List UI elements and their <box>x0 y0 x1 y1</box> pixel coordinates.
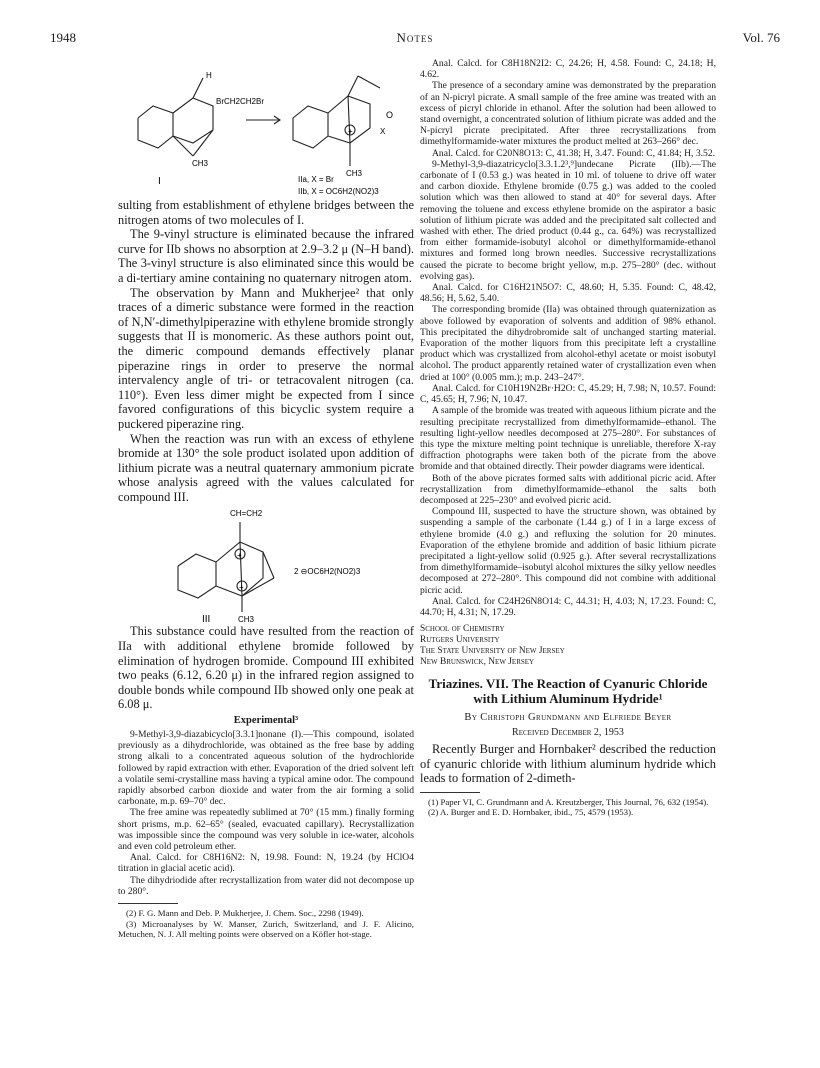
paragraph: The presence of a secondary amine was demonstrated by the preparation of an N-picryl picrate. A small sample of the free amine was treated with an excess of picryl chloride in ethanol. After the solution had been allowed to stand overnight, a concentrated solution of lithium picrate was added and the N-picryl picrate precipitated. After three recrystallizations from dimethylformamide-water mixtures the product melted at 263–266° dec. <box>420 80 716 148</box>
paragraph: A sample of the bromide was treated with aqueous lithium picrate and the resulting precipitate recrystallized from dimethylformamide–ethanol. The resulting light-yellow needles decomposed at 275–280°. For substances of this type the mixture melting point technique is unreliable, therefore X-ray diffraction photographs were taken both of the picrate from the above bromide and that obtained directly. Their powder diagrams were identical. <box>420 405 716 473</box>
section-heading: Experimental³ <box>233 715 299 727</box>
page-number: 1948 <box>50 30 76 45</box>
affiliation <box>420 624 716 668</box>
footnote: (3) Microanalyses by W. Manser, Zurich, Switzerland, and J. F. Alicino, Metuchen, N. J. All melting points were observed on a Köfler hot-stage. <box>118 918 414 940</box>
paragraph: The observation by Mann and Mukherjee² that only traces of a dimeric substance were formed in the reaction of N,N′-dimethylpiperazine with ethylene bromide strongly suggests that II is monomeric. As these authors point out, the dimeric compound demands effectively planar piperazine rings in order to preserve the normal intervalency angle of tri- or tetracovalent nitrogen (ca. 110°). Even less dimer might be expected from I since favored configurations of this bicyclic system require a puckered piperazine ring. <box>118 285 414 431</box>
figure-structures-I-II <box>118 58 414 198</box>
paragraph: Anal. Calcd. for C10H19N2Br·H2O: C, 45.29; H, 7.98; N, 10.57. Found: C, 45.65; H, 7.96; N, 10.47. <box>420 382 716 406</box>
paragraph: The dihydriodide after recrystallization from water did not decompose up to 280°. <box>118 874 414 897</box>
footnote: (2) A. Burger and E. D. Hornbaker, ibid., 75, 4579 (1953). <box>428 807 634 818</box>
paragraph: The corresponding bromide (IIa) was obtained through quaternization as above followed by evaporation of solvents and addition of 98% ethanol. This precipitated the dihydrobromide salt of unchanged starting material. Evaporation of the mother liquors from this precipitate left a crystalline product which was crystallized from alcohol-ethyl acetate or moist isobutyl alcohol. The product apparently retained water of crystallization even when dried at 100° (0.005 mm.); m.p. 243–247°. <box>420 304 716 383</box>
affiliation-line: School of Chemistry <box>420 624 505 635</box>
footnotes <box>118 908 414 940</box>
paragraph: 9-Methyl-3,9-diazatricyclo[3.3.1.2³,⁹]undecane Picrate (IIb).—The carbonate of I (0.53 g.) was heated in 10 ml. of toluene to drive off water and carbon dioxide. Ethylene bromide (0.75 g.) was added to the cooled solution which was then allowed to stand at 40° for several days. After removing the toluene and excess ethylene bromide on the aspirator a basic solution of lithium picrate was added and the precipitated salt collected and washed with ether. The dried product (0.44 g., ca. 64%) was recrystallized from either formamide-isobutyl alcohol or dimethylformamide-ethanol mixtures and formed long brown needles. Successive recrystallizations caused the picrate to become bright yellow, m.p. 275–280° (dec. without evolving gas). <box>420 158 716 282</box>
received-date: Received December 2, 1953 <box>512 727 624 739</box>
footnote-rule <box>118 903 178 904</box>
paragraph: The 9-vinyl structure is eliminated because the infrared curve for IIb shows no absorption at 2.9–3.2 μ (N–H band). The 3-vinyl structure is also eliminated since this would be a di-tertiary amine containing no quaternary nitrogen atom. <box>118 227 414 285</box>
structure-diagram-1 <box>118 58 414 198</box>
figure-structure-III <box>118 504 414 624</box>
footnote: (2) F. G. Mann and Deb. P. Mukherjee, J. Chem. Soc., 2298 (1949). <box>126 908 364 919</box>
paragraph: 9-Methyl-3,9-diazabicyclo[3.3.1]nonane (I).—This compound, isolated previously as a dihydrochloride, was obtained as the free base by adding strong alkali to a concentrated aqueous solution of the hydrochloride followed by rapid extraction with ether. Evaporation of the dried solvent left a volatile semi-crystalline mass having a typical amine odor. The compound rapidly absorbed carbon dioxide and water from the air forming a solid carbonate, m.p. 69–70° dec. <box>118 729 414 808</box>
affiliation-line: New Brunswick, New Jersey <box>420 657 535 668</box>
page-header <box>50 30 780 48</box>
footnote: (1) Paper VI, C. Grundmann and A. Kreutzberger, This Journal, 76, 632 (1954). <box>428 796 709 807</box>
paragraph: Anal. Calcd. for C16H21N5O7: C, 48.60; H, 5.35. Found: C, 48.42, 48.56; H, 5.62, 5.40. <box>420 282 716 305</box>
paragraph: Recently Burger and Hornbaker² described the reduction of cyanuric chloride with lithium aluminum hydride which leads to formation of 2-dimeth- <box>420 742 716 786</box>
ch3-label-a: CH3 <box>192 159 209 168</box>
left-column <box>118 58 414 940</box>
paragraph: When the reaction was run with an excess of ethylene bromide at 130° the sole product isolated upon addition of lithium picrate was a neutral quaternary ammonium picrate whose analysis agreed with the values calculated for compound III. <box>118 431 414 504</box>
label-IIa: IIa, X = Br <box>298 175 334 184</box>
vinyl-label: CH=CH2 <box>230 509 263 519</box>
paragraph: Both of the above picrates formed salts with additional picric acid. After recrystallization from dimethylformamide–ethanol the salts both decomposed at 225–230° and evolved picric acid. <box>420 472 716 506</box>
article-authors: By Christoph Grundmann and Elfriede Beyer <box>464 712 672 724</box>
paragraph: Compound III, suspected to have the structure shown, was obtained by suspending a sample of the carbonate (1.44 g.) of I in a large excess of ethylene bromide (4.0 g.) and refluxing the solution for 20 minutes. Evaporation of the ethylene bromide and addition of basic lithium picrate precipitated a light-yellow solid (0.925 g.). After several recrystallizations from dimethylformamide–isobutyl alcohol mixtures the silky yellow needles decomposed at 272–280°. This compound did not combine with additional picric acid. <box>420 506 716 596</box>
article-title: Triazines. VII. The Reaction of Cyanuric Chloride with Lithium Aluminum Hydride¹ <box>428 676 708 707</box>
x-label: X <box>380 127 386 136</box>
footnote-rule <box>420 792 480 793</box>
paragraph: Anal. Calcd. for C8H18N2I2: C, 24.26; H, 4.58. Found: C, 24.18; H, 4.62. <box>420 58 716 81</box>
label-IIb: IIb, X = OC6H2(NO2)3 <box>298 187 379 196</box>
plus-sign: + <box>348 127 353 136</box>
affiliation-line: Rutgers University <box>420 635 500 646</box>
paragraph: The free amine was repeatedly sublimed at 70° (15 mm.) finally forming short prisms, m.p. 62–65° (sealed, evacuated capillary). Recrystallization was impossible since the compound was very soluble in ice-water, alcohols and even cold petroleum ether. <box>118 807 414 853</box>
ch3-label-b: CH3 <box>346 169 363 178</box>
label-I: I <box>158 176 161 187</box>
o-label: O <box>386 110 394 120</box>
plus-sign: + <box>237 551 242 561</box>
paragraph: Anal. Calcd. for C24H26N8O14: C, 44.31; H, 4.03; N, 17.23. Found: C, 44.70; H, 4.31; N, 17.29. <box>420 595 716 618</box>
paragraph: Anal. Calcd. for C20N8O13: C, 41.38; H, 3.47. Found: C, 41.84; H, 3.52. <box>432 147 716 159</box>
anion-label: 2 ⊖OC6H2(NO2)3 <box>294 567 361 577</box>
footnotes <box>420 797 716 818</box>
structure-diagram-2 <box>118 504 414 624</box>
label-III: III <box>202 614 211 625</box>
paragraph: This substance could have resulted from the reaction of IIa with additional ethylene bromide followed by elimination of hydrogen bromide. Compound III exhibited two peaks (6.12, 6.20 μ) in the infrared region assigned to double bonds while compound IIb showed only one peak at 6.08 μ. <box>118 624 414 712</box>
affiliation-line: The State University of New Jersey <box>420 646 565 657</box>
paragraph: sulting from establishment of ethylene bridges between the nitrogen atoms of two molecules of I. <box>118 198 414 227</box>
ch3-label: CH3 <box>238 615 255 625</box>
plus-sign: + <box>239 583 244 593</box>
reagent-label: BrCH2CH2Br <box>216 97 265 106</box>
volume-label: Vol. 76 <box>742 30 780 45</box>
right-column <box>420 58 716 818</box>
nh-label: H <box>206 71 212 80</box>
running-head: Notes <box>396 30 434 45</box>
paragraph: Anal. Calcd. for C8H16N2: N, 19.98. Found: N, 19.24 (by HClO4 titration in glacial acetic acid). <box>118 852 414 875</box>
